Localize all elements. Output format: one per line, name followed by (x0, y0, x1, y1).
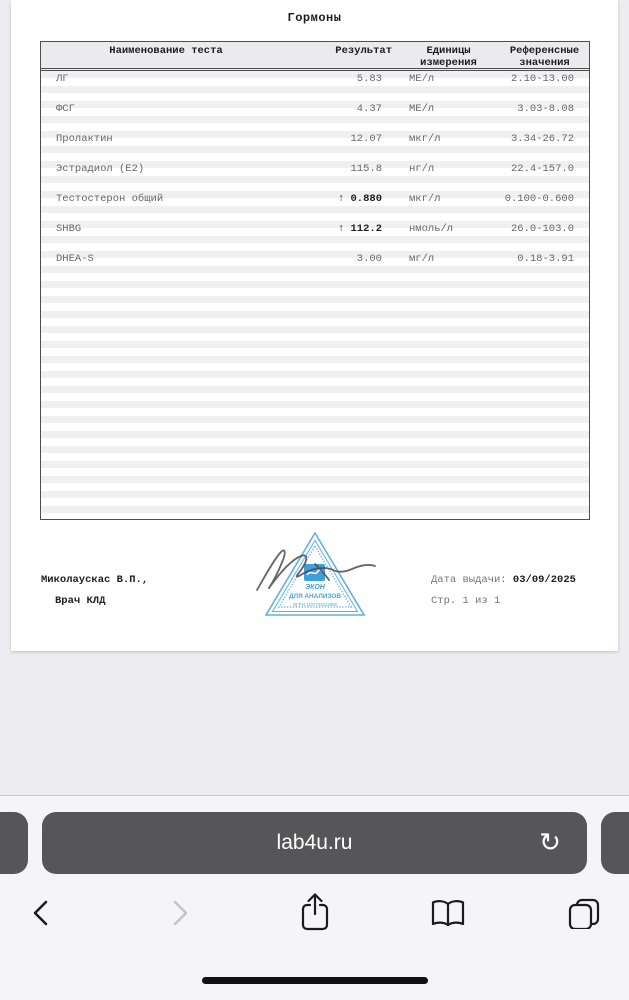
reference-cell: 26.0-103.0 (510, 223, 574, 235)
test-name-cell: ФСГ (56, 103, 75, 115)
units-cell: нмоль/л (409, 223, 454, 235)
reference-cell: 2.10-13.00 (510, 73, 574, 85)
table-row (41, 221, 589, 251)
home-indicator[interactable] (202, 977, 428, 984)
table-row (41, 71, 589, 101)
lab-report-page (11, 0, 618, 651)
back-button[interactable] (30, 899, 52, 927)
previous-tab-fragment[interactable] (0, 812, 28, 874)
reference-cell: 22.4-157.0 (510, 163, 574, 175)
units-cell: мкг/л (409, 133, 441, 145)
table-row (41, 251, 589, 281)
doctor-name: Миколаускас В.П., (41, 574, 149, 586)
reference-cell: 0.100-0.600 (504, 193, 574, 205)
stamp-line2: ОГРН 1107746112880 (292, 602, 338, 607)
share-icon (303, 895, 327, 930)
table-row (41, 191, 589, 221)
reference-cell: 3.03-8.08 (517, 103, 574, 115)
reference-cell: 3.34-26.72 (510, 133, 574, 145)
result-cell: 115.8 (350, 163, 382, 175)
column-header-test-name: Наименование теста (109, 45, 223, 57)
results-table (40, 41, 590, 520)
forward-button[interactable] (169, 899, 191, 927)
test-name-cell: SHBG (56, 223, 82, 235)
table-row (41, 131, 589, 161)
result-cell: 3.00 (356, 253, 382, 265)
result-cell: 4.37 (356, 103, 382, 115)
units-cell: мг/л (409, 253, 435, 265)
units-cell: мкг/л (409, 193, 441, 205)
test-name-cell: ЛГ (56, 73, 69, 85)
issue-info-block (431, 570, 576, 612)
column-header-reference: Референсные значения (509, 45, 580, 69)
result-cell: ↑ 0.880 (337, 193, 382, 205)
test-name-cell: Эстрадиол (E2) (56, 163, 145, 175)
page-title: Гормоны (287, 11, 342, 25)
address-bar[interactable] (42, 812, 587, 874)
next-tab-fragment[interactable] (601, 812, 629, 874)
table-body (41, 71, 589, 515)
test-name-cell: Тестостерон общий (56, 193, 164, 205)
test-name-cell: Пролактин (56, 133, 113, 145)
bookmarks-button[interactable] (429, 898, 467, 928)
result-cell: 5.83 (356, 73, 382, 85)
chevron-right-icon (175, 902, 186, 924)
column-header-units: Единицы измерения (420, 45, 477, 69)
reference-cell: 0.18-3.91 (517, 253, 574, 265)
test-name-cell: DHEA-S (56, 253, 94, 265)
stamp-logo-text: ЭКОН (305, 584, 325, 591)
result-cell: 12.07 (350, 133, 382, 145)
url-text[interactable]: lab4u.ru (276, 831, 353, 854)
issue-date-line: Дата выдачи: 03/09/2025 (431, 574, 576, 586)
issue-date: 03/09/2025 (512, 574, 576, 586)
high-flag-arrow: ↑ (337, 193, 351, 205)
column-header-result: Результат (335, 45, 392, 57)
browser-bottom-bar (0, 796, 629, 1000)
table-header-row (41, 42, 589, 71)
doctor-signature-block (41, 570, 148, 612)
tabs-button[interactable] (566, 897, 602, 929)
book-icon (433, 901, 463, 925)
units-cell: нг/л (409, 163, 435, 175)
page-number-line: Стр. 1 из 1 (431, 595, 501, 607)
share-button[interactable] (298, 892, 332, 932)
tabs-icon (570, 900, 598, 929)
stamp-line1: ДЛЯ АНАЛИЗОВ (289, 593, 341, 600)
signature-icon (255, 542, 377, 594)
units-cell: МЕ/л (409, 103, 435, 115)
doctor-title: Врач КЛД (55, 595, 106, 607)
high-flag-arrow: ↑ (337, 223, 351, 235)
chevron-left-icon (35, 902, 46, 924)
reload-icon[interactable]: ↻ (539, 828, 561, 858)
table-row (41, 101, 589, 131)
result-cell: ↑ 112.2 (337, 223, 382, 235)
table-row (41, 161, 589, 191)
handwritten-signature (255, 542, 377, 599)
units-cell: МЕ/л (409, 73, 435, 85)
